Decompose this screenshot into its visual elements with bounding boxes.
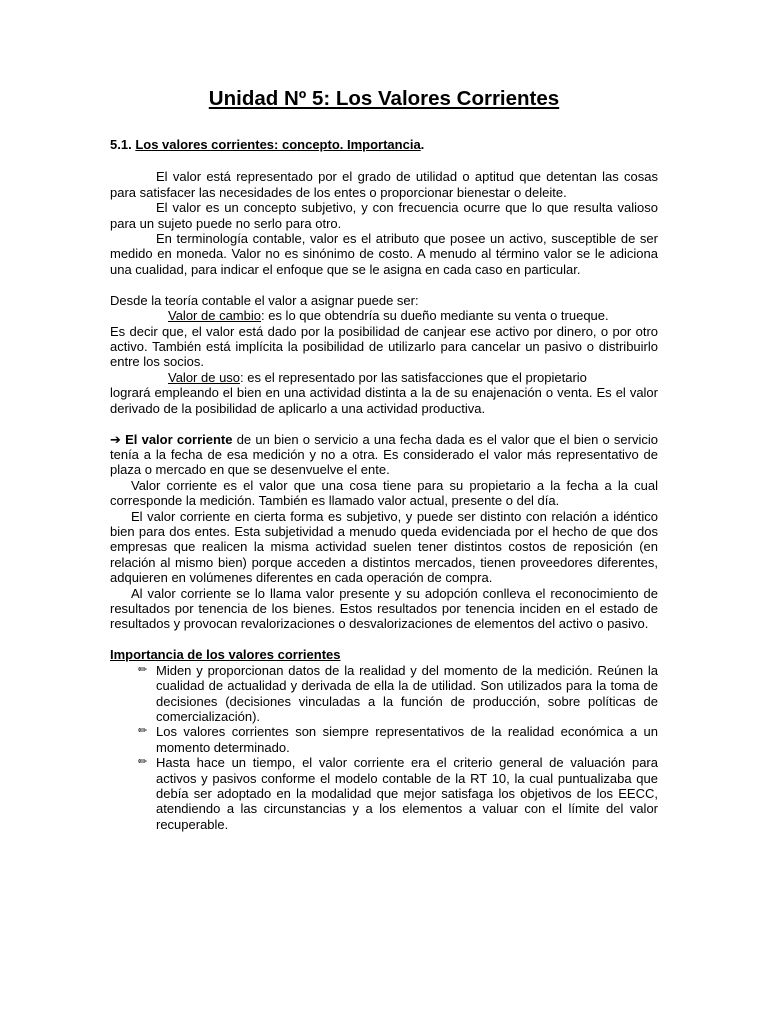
pencil-icon: ✏ <box>138 663 148 676</box>
value-type-continuation: Es decir que, el valor está dado por la posibilidad de canjear ese activo por dinero, o por otro activo. También está implícita la posibilidad de utilizarlo para cancelar un pasivo o distribuirlo entre los socios. <box>110 323 658 370</box>
section-heading <box>110 137 658 152</box>
value-type-first-line <box>168 308 658 323</box>
importance-bullet <box>110 663 658 725</box>
document-body <box>110 137 658 832</box>
importance-heading: Importancia de los valores corrientes <box>110 647 341 663</box>
current-value-term: El valor corriente <box>125 431 233 447</box>
value-type-item <box>110 370 658 385</box>
current-value-rest: de un bien o servicio a una fecha dada es el valor que el bien o servicio tenía a la fecha de esa medición y no a otra. Es considerado el valor más representativo de plaza o mercado en que se desenvuelve el ente. <box>110 431 658 478</box>
value-type-item <box>110 308 658 323</box>
current-value-paragraph: Valor corriente es el valor que una cosa tiene para su propietario a la fecha a la cual corresponde la medición. También es llamado valor actual, presente o del día. <box>110 477 658 509</box>
importance-bullet-text: Hasta hace un tiempo, el valor corriente era el criterio general de valuación para activos y pasivos conforme el modelo contable de la RT 10, la cual puntualizaba que debía ser adoptado en la modalidad que mejor satisfaga los objetivos de los EECC, atendiendo a las circunstancias y a los elementos a valuar con el límite del valor recuperable. <box>156 755 658 832</box>
current-value-paragraph: Al valor corriente se lo llama valor presente y su adopción conlleva el reconocimiento de resultados por tenencia de los bienes. Estos resultados por tenencia inciden en el estado de resultados y provocan revalorizaciones o desvalorizaciones de elementos del activo o pasivo. <box>110 585 658 632</box>
theory-intro: Desde la teoría contable el valor a asignar puede ser: <box>110 292 419 308</box>
value-type-first-line <box>168 370 658 385</box>
section-number: 5.1. <box>110 137 132 152</box>
importance-bullet <box>110 724 658 755</box>
importance-bullet-text: Miden y proporcionan datos de la realidad y del momento de la medición. Reúnen la cualidad de actualidad y derivada de ella la de utilidad. Son utilizados para la toma de decisiones (decisiones vinculadas a la función de producción, sobre políticas de comercialización). <box>156 662 658 724</box>
bullet-icon <box>110 370 168 385</box>
arrow-right-icon: ➔ <box>110 431 121 447</box>
intro-paragraph: En terminología contable, valor es el atributo que posee un activo, susceptible de ser medido en moneda. Valor no es sinónimo de costo. A menudo al término valor se le adiciona una cualidad, para indicar el enfoque que se le asigna en cada caso en particular. <box>110 231 658 277</box>
importance-bullet-text: Los valores corrientes son siempre representativos de la realidad económica a un momento determinado. <box>156 724 658 755</box>
value-type-term: Valor de uso <box>168 369 241 385</box>
bullet-icon <box>110 308 168 323</box>
pencil-icon: ✏ <box>138 725 148 738</box>
intro-paragraph: El valor está representado por el grado de utilidad o aptitud que detentan las cosas para satisfacer las necesidades de los entes o proporcionar bienestar o deleite. <box>110 169 658 200</box>
page-title: Unidad Nº 5: Los Valores Corrientes <box>208 87 560 110</box>
section-period: . <box>420 137 425 152</box>
value-type-continuation: logrará empleando el bien en una actividad distinta a la de su enajenación o venta. Es el valor derivado de la posibilidad de aplicarlo a una actividad productiva. <box>110 385 658 416</box>
importance-bullet <box>110 755 658 832</box>
section-title: Los valores corrientes: concepto. Importancia <box>135 137 421 152</box>
value-type-first-rest: : es el representado por las satisfacciones que el propietario <box>240 369 587 385</box>
current-value-definition <box>110 432 658 478</box>
intro-paragraph: El valor es un concepto subjetivo, y con frecuencia ocurre que lo que resulta valioso para un sujeto puede no serlo para otro. <box>110 200 658 231</box>
value-type-first-rest: : es lo que obtendría su dueño mediante su venta o trueque. <box>260 308 609 324</box>
current-value-paragraph: El valor corriente en cierta forma es subjetivo, y puede ser distinto con relación a idéntico bien para dos entes. Esta subjetividad a menudo queda evidenciada por el hecho de que dos empresas que realicen la misma actividad suelen tener distintos costos de reposición (en relación al mismo bien) porque acceden a distintos mercados, tienen proveedores diferentes, adquieren en volúmenes diferentes en cada operación de compra. <box>110 508 658 586</box>
value-type-term: Valor de cambio <box>168 308 261 324</box>
pencil-icon: ✏ <box>138 756 148 769</box>
